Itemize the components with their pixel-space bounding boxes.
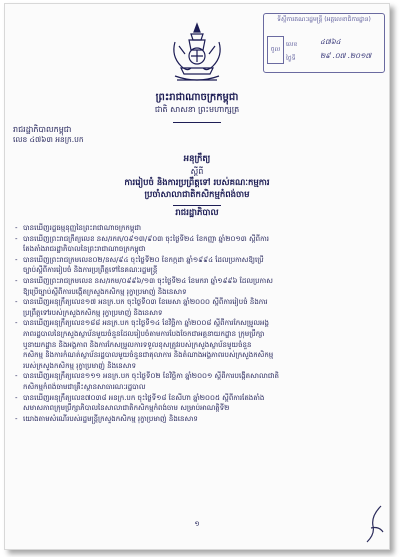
citation-item: - បានឃើញព្រះរាជក្រមលេខ០២/នស/៩៤ ចុះថ្ងៃទី២០ ខែកក្កដា ឆ្នាំ១៩៩៤ ដែលប្រកាសឱ្យប្រើ ច្បាប់ស្តីពីការរៀបចំ និងការប្រព្រឹត្តទៅនៃគណៈរដ្ឋមន្ត្រី <box>15 255 264 275</box>
document-title-line-1: ការរៀបចំ និងការប្រព្រឹត្តទៅ របស់គណៈកម្មការ <box>124 178 270 188</box>
citation-item: - បានឃើញអនុក្រឹត្យលេខ៧០៣៨ អនក្រ.បក ចុះថ្ងៃទី១៨ ខែសីហា ឆ្នាំ២០០៥ ស្តីពីការតែងតាំង សមាសភាពក្រុមប្រឹក្សាភិបាលនៃសាលាជាតិកសិកម្មកំពង់ចាម សម្រាប់អាណត្តិទី២ <box>15 393 265 413</box>
motto-divider <box>173 117 221 123</box>
stamp-date-value: ២៩ .០៧ .២០១៧ <box>320 52 372 60</box>
kingdom-heading: ព្រះរាជាណាចក្រកម្ពុជា <box>155 92 239 103</box>
national-motto: ជាតិ សាសនា ព្រះមហាក្សត្រ <box>154 105 240 114</box>
stamp-date-label: ថ្ងៃទី <box>286 55 296 62</box>
subject-label: ស្តីពី <box>190 167 204 176</box>
page-number: ១ <box>194 520 200 528</box>
citation-item: - បានឃើញអនុក្រឹត្យលេខ១១១ អនក្រ.បក ចុះថ្ងៃទី០២ ខែវិច្ឆិកា ឆ្នាំ២០០១ ស្តីពីការបង្កើតសាលាជាតិ កសិកម្មកំពង់ចាមជាគ្រឹះស្ថានសាធារណៈរដ្ឋបាល <box>15 372 279 391</box>
stamp-number-label: លេខ <box>286 41 298 48</box>
reference-number: លេខ ៤៧៦៣ អនក្រ.បក <box>13 135 84 144</box>
citation-item: - យោងតាមសំណើរបស់រដ្ឋមន្ត្រីក្រសួងកសិកម្ម រុក្ខាប្រមាញ់ និងនេសាទ <box>15 414 198 423</box>
royal-emblem-icon <box>167 22 227 84</box>
title-divider <box>173 202 221 206</box>
body-heading: រាជរដ្ឋាភិបាល <box>175 208 219 218</box>
document-type: អនុក្រឹត្យ <box>183 154 211 164</box>
citation-item: - បានឃើញអនុក្រឹត្យលេខ១៧ អនក្រ.បក ចុះថ្ងៃទី០៣ ខែមេសា ឆ្នាំ២០០០ ស្តីពីការរៀបចំ និងការ ប្រព្រឹត្តទៅរបស់ក្រសួងកសិកម្ម រុក្ខាប្រមាញ់ និងនេសាទ <box>15 298 268 317</box>
stamp-side-label: ចូល <box>267 36 284 64</box>
stamp-heading: ទីស្តីការគណៈរដ្ឋមន្ត្រី (អគ្គលេខាធិការដ្ឋាន) <box>277 16 371 23</box>
citation-item: - បានឃើញរដ្ឋធម្មនុញ្ញនៃព្រះរាជាណាចក្រកម្ពុជា <box>15 224 141 232</box>
document-page <box>4 3 390 550</box>
citation-item: - បានឃើញអនុក្រឹត្យលេខ១៨៨ អនក្រ.បក ចុះថ្ងៃទី១៤ ខែវិច្ឆិកា ឆ្នាំ២០០៨ ស្តីពីការកែសម្រួលអង្គ ភាពរដ្ឋបាលនៃក្រសួងស្ថាប័នមួយចំនួនដែលរៀបចំតាមការបែងចែកជាអគ្គនាយកដ្ឋាន ក្រុមប្រឹក្សា ឬនាយកដ្ឋាន និងអង្គភាព និងការកែសម្រួលការទទួលខុសត្រូវរបស់ក្រសួងស្ថាប័នមួយចំនួន កសិកម្ម និងការកំណត់ស្ថាប័នរដ្ឋបាលមួយចំនួនជាតុលាការ និងតំណាងអង្គភាពរបស់ក្រសួងកសិកម្ម របស់ក្រសួងកសិកម្ម រុក្ខាប្រមាញ់ និងនេសាទ <box>15 319 274 370</box>
citation-item: - បានឃើញព្រះរាជក្រមលេខ នស/រកម/០៩៩៦/១៣ ចុះថ្ងៃទី២៤ ខែមករា ឆ្នាំ១៩៩៦ ដែលប្រកាស ឱ្យប្រើច្បាប់ស្តីពីការបង្កើតក្រសួងកសិកម្ម រុក្ខាប្រមាញ់ និងនេសាទ <box>15 276 273 296</box>
issuer-name: រាជរដ្ឋាភិបាលកម្ពុជា <box>13 125 72 134</box>
document-title-line-2: ប្រចាំសាលាជាតិកសិកម្មកំពង់ចាម <box>144 190 250 200</box>
citations-list <box>15 223 381 424</box>
citation-item: - បានឃើញព្រះរាជក្រឹត្យលេខ នស/រកត/០៩១៣/៩០៣ ចុះថ្ងៃទី២៤ ខែកញ្ញា ឆ្នាំ២០១៣ ស្តីពីការ តែងតាំងរាជរដ្ឋាភិបាលនៃព្រះរាជាណាចក្រកម្ពុជា <box>15 234 269 254</box>
received-stamp <box>263 13 385 73</box>
stamp-number-value: ៤៧៦៤ <box>320 38 341 46</box>
handwritten-initial-icon <box>365 504 387 544</box>
